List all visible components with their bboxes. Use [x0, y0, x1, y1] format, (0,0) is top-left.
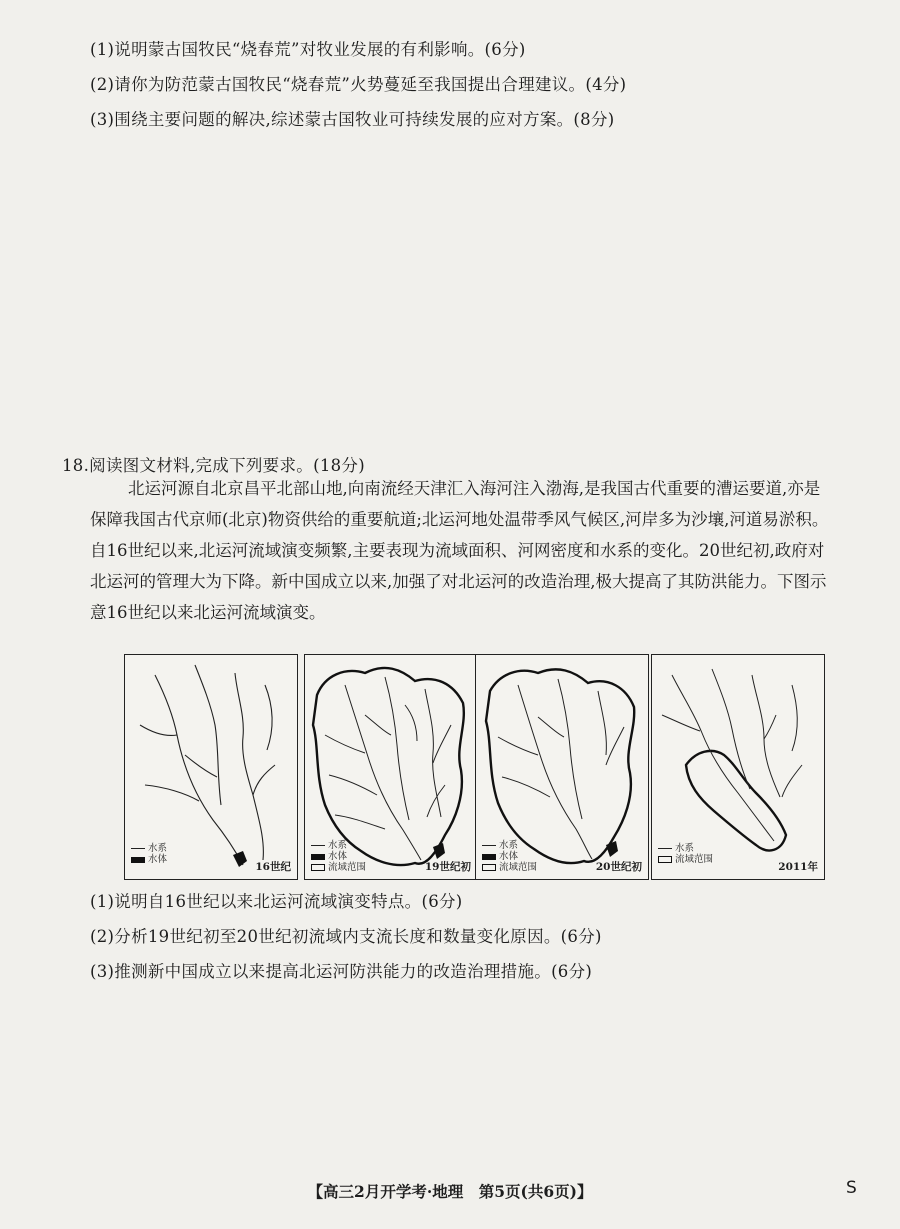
- question-18-item-2: (2)分析19世纪初至20世纪初流域内支流长度和数量变化原因。(6分): [90, 927, 602, 946]
- map-period-label: 20世纪初: [595, 861, 642, 873]
- legend-item-water: 水体: [131, 854, 167, 865]
- legend-item-river: 水系: [131, 843, 167, 854]
- legend-item-water: 水体: [311, 851, 366, 862]
- map-period-label: 16世纪: [255, 861, 291, 873]
- page-footer: 【高三2月开学考·地理 第5页(共6页)】: [307, 1182, 593, 1201]
- map-panel-2011: [651, 654, 825, 880]
- map-panel-20th-century: [475, 654, 649, 880]
- prev-question-item-1: (1)说明蒙古国牧民“烧春荒”对牧业发展的有利影响。(6分): [90, 40, 526, 59]
- legend-item-basin: 流域范围: [658, 854, 713, 865]
- legend-item-basin: 流域范围: [311, 862, 366, 873]
- prev-question-item-2: (2)请你为防范蒙古国牧民“烧春荒”火势蔓延至我国提出合理建议。(4分): [90, 75, 627, 94]
- legend-item-river: 水系: [658, 843, 713, 854]
- question-18-item-1: (1)说明自16世纪以来北运河流域演变特点。(6分): [90, 892, 463, 911]
- legend-item-river: 水系: [311, 840, 366, 851]
- map-panel-19th-century: [304, 654, 478, 880]
- map-period-label: 2011年: [778, 861, 818, 873]
- question-18-material: 北运河源自北京昌平北部山地,向南流经天津汇入海河注入渤海,是我国古代重要的漕运要道,亦是保障我国古代京师(北京)物资供给的重要航道;北运河地处温带季风气候区,河岸多为沙壤,河道易淤积。自16世纪以来,北运河流域演变频繁,主要表现为流域面积、河网密度和水系的变化。20世纪初,政府对北运河的管理大为下降。新中国成立以来,加强了对北运河的改造治理,极大提高了其防洪能力。下图示意16世纪以来北运河流域演变。: [90, 479, 829, 622]
- prev-question-item-3: (3)围绕主要问题的解决,综述蒙古国牧业可持续发展的应对方案。(8分): [90, 110, 615, 129]
- legend-item-river: 水系: [482, 840, 537, 851]
- legend-item-water: 水体: [482, 851, 537, 862]
- question-18-heading: 18.阅读图文材料,完成下列要求。(18分): [62, 456, 365, 475]
- corner-mark: S: [846, 1178, 857, 1198]
- river-basin-evolution-figure: [124, 654, 824, 882]
- legend-item-basin: 流域范围: [482, 862, 537, 873]
- question-18-item-3: (3)推测新中国成立以来提高北运河防洪能力的改造治理措施。(6分): [90, 962, 593, 981]
- map-panel-16th-century: [124, 654, 298, 880]
- map-period-label: 19世纪初: [424, 861, 471, 873]
